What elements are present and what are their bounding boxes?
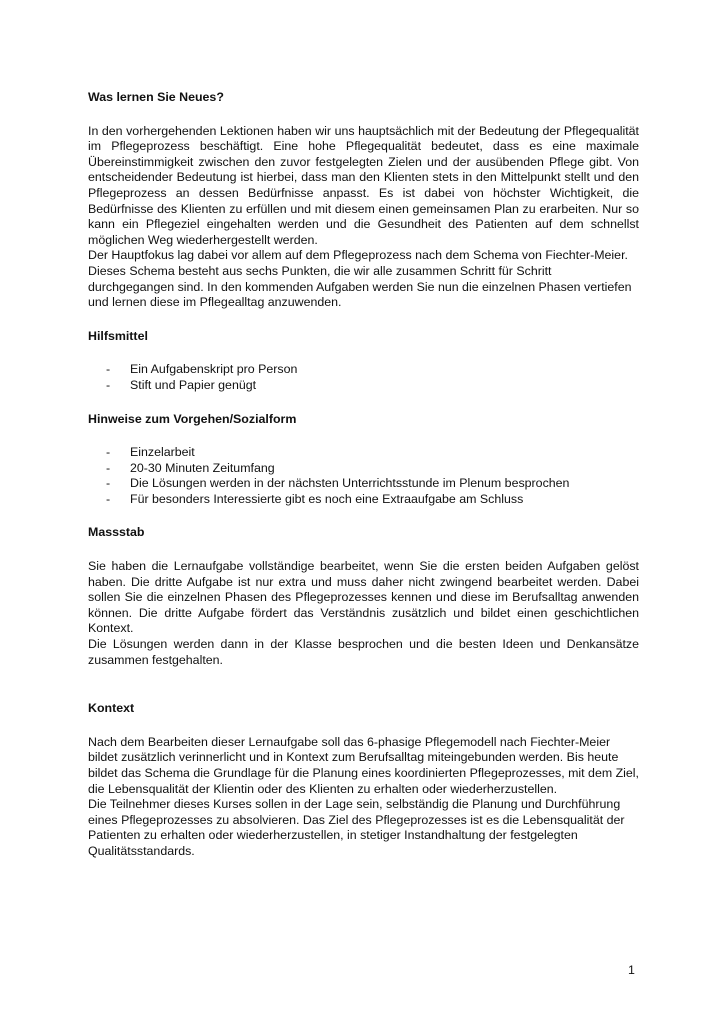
heading-kontext: Kontext <box>88 701 135 716</box>
document-body <box>88 90 639 860</box>
intro-paragraph-1: In den vorhergehenden Lektionen haben wir uns hauptsächlich mit der Bedeutung der Pflegequalität im Pflegeprozess beschäftigt. Eine hohe Pflegequalität bedeutet, dass es eine maximale Übereinstimmigkeit zwischen den zuvor festgelegten Zielen und der ausübenden Pflege gibt. Von entscheidender Bedeutung ist hierbei, dass man den Klienten stets in den Mittelpunkt stellt und den Pflegeprozess an dessen Bedürfnisse anpasst. Es ist dabei von höchster Wichtigkeit, die Bedürfnisse des Klienten zu erfüllen und mit diesem einen gemeinsamen Plan zu erarbeiten. Nur so kann ein Pflegeziel eingehalten werden und die Gesundheit des Patienten auf dem schnellst möglichen Weg wiederhergestellt werden. <box>88 123 639 247</box>
kontext-paragraph-2: Die Teilnehmer dieses Kurses sollen in der Lage sein, selbständig die Planung und Durchführung eines Pflegeprozesses zu absolvieren. Das Ziel des Pflegeprozesses ist es die Lebensqualität der Patienten zu erhalten oder wiederherzustellen, in stetiger Instandhaltung der festgelegten Qualitätsstandards. <box>88 797 625 858</box>
hinweise-list <box>88 445 639 507</box>
list-item: - Ein Aufgabenskript pro Person <box>88 362 639 378</box>
heading-hilfsmittel: Hilfsmittel <box>88 328 148 343</box>
page-number: 1 <box>628 963 635 977</box>
list-item: - 20-30 Minuten Zeitumfang <box>88 461 639 477</box>
heading-hinweise-vorgehen: Hinweise zum Vorgehen/Sozialform <box>88 411 297 426</box>
list-item: - Stift und Papier genügt <box>88 378 639 394</box>
massstab-paragraph-1: Sie haben die Lernaufgabe vollständige bearbeitet, wenn Sie die ersten beiden Aufgaben gelöst haben. Die dritte Aufgabe ist nur extra und muss daher nicht zwingend bearbeitet werden. Dabei sollen Sie die einzelnen Phasen des Pflegeprozesses kennen und diese im Berufsalltag anwenden können. Die dritte Aufgabe fördert das Verständnis zusätzlich und bildet einen geschichtlichen Kontext. <box>88 559 639 636</box>
hilfsmittel-list <box>88 362 639 393</box>
heading-massstab: Massstab <box>88 525 145 540</box>
list-item: - Einzelarbeit <box>88 445 639 461</box>
list-item: - Die Lösungen werden in der nächsten Unterrichtsstunde im Plenum besprochen <box>88 476 639 492</box>
kontext-paragraph-1: Nach dem Bearbeiten dieser Lernaufgabe soll das 6-phasige Pflegemodell nach Fiechter-Meier bildet zusätzlich verinnerlicht und in Kontext zum Berufsalltag miteingebunden werden. Bis heute bildet das Schema die Grundlage für die Planung eines koordinierten Pflegeprozesses, mit dem Ziel, die Lebensqualität der Klientin oder des Klienten zu erhalten oder wiederherzustellen. <box>88 734 640 796</box>
list-item: - Für besonders Interessierte gibt es noch eine Extraaufgabe am Schluss <box>88 492 639 508</box>
intro-paragraph-2: Der Hauptfokus lag dabei vor allem auf dem Pflegeprozess nach dem Schema von Fiechter-Meier. Dieses Schema besteht aus sechs Punkten, die wir alle zusammen Schritt für Schritt durchgegangen sind. In den kommenden Aufgaben werden Sie nun die einzelnen Phasen vertiefen und lernen diese im Pflegealltag anzuwenden. <box>88 248 632 310</box>
heading-was-lernen-sie-neues: Was lernen Sie Neues? <box>88 90 224 104</box>
massstab-paragraph-2: Die Lösungen werden dann in der Klasse besprochen und die besten Ideen und Denkansätze zusammen festgehalten. <box>88 637 639 667</box>
